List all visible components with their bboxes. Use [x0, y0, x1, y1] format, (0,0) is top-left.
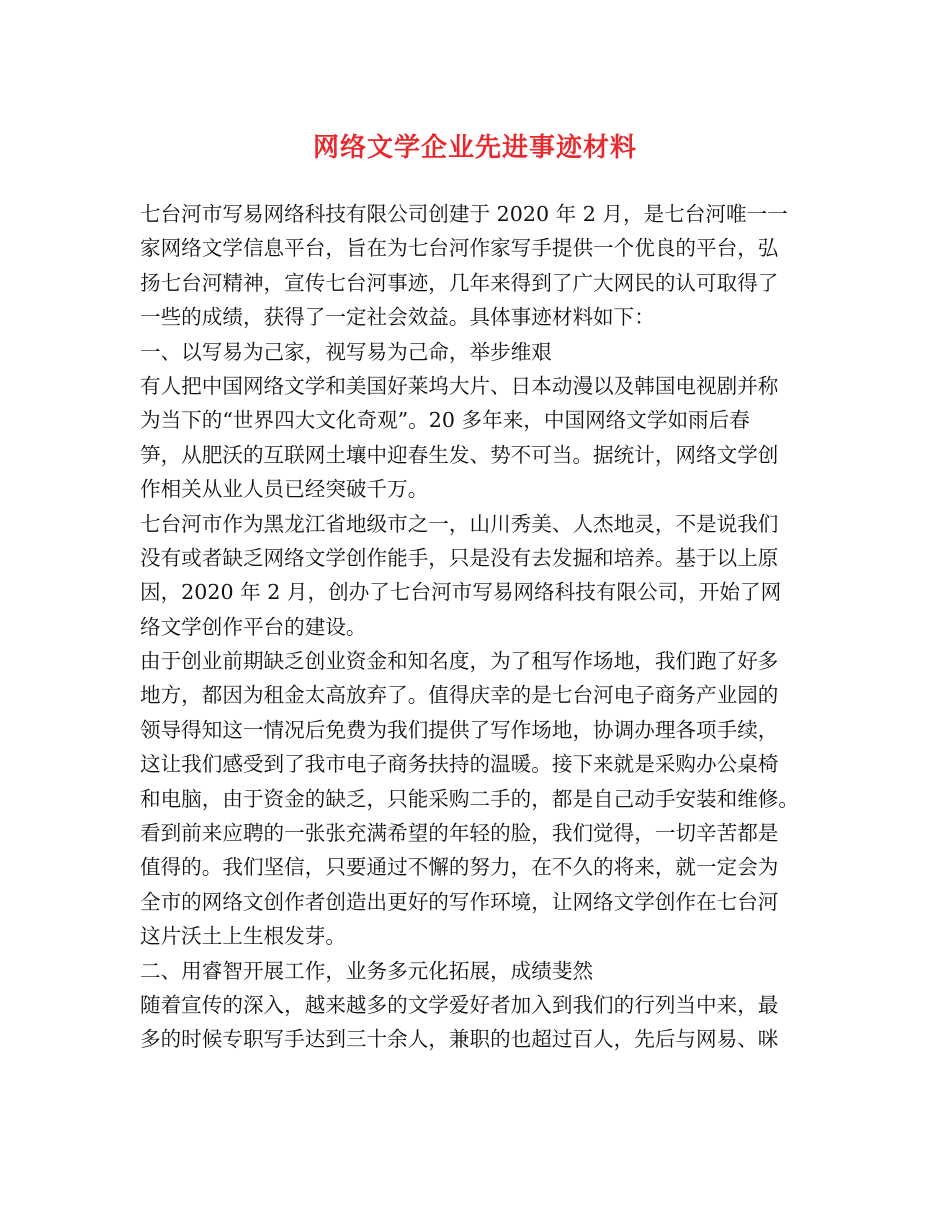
body-line: 和电脑，由于资金的缺乏，只能采购二手的，都是自己动手安装和维修。	[140, 786, 799, 811]
body-line: 因，2020 年 2 月，创办了七台河市写易网络科技有限公司，开始了网	[140, 580, 782, 605]
body-line: 全市的网络文创作者创造出更好的写作环境，让网络文学创作在七台河	[140, 889, 779, 914]
body-line: 扬七台河精神，宣传七台河事迹，几年来得到了广大网民的认可取得了	[140, 270, 779, 295]
section-heading-1: 一、以写易为己家，视写易为己命，举步维艰	[140, 339, 552, 364]
body-line: 多的时候专职写手达到三十余人，兼职的也超过百人，先后与网易、咪	[140, 1027, 779, 1052]
body-line: 作相关从业人员已经突破千万。	[140, 477, 429, 502]
body-line: 由于创业前期缺乏创业资金和知名度，为了租写作场地，我们跑了好多	[140, 649, 779, 674]
body-line: 家网络文学信息平台，旨在为七台河作家写手提供一个优良的平台，弘	[140, 236, 779, 261]
body-line: 络文学创作平台的建设。	[140, 614, 367, 639]
body-line: 领导得知这一情况后免费为我们提供了写作场地，协调办理各项手续，	[140, 717, 779, 742]
body-line: 这片沃土上生根发芽。	[140, 924, 346, 949]
document-body	[140, 197, 824, 1057]
body-line: 值得的。我们坚信，只要通过不懈的努力，在不久的将来，就一定会为	[140, 855, 779, 880]
body-line: 七台河市作为黑龙江省地级市之一，山川秀美、人杰地灵，不是说我们	[140, 511, 779, 536]
body-line: 笋，从肥沃的互联网土壤中迎春生发、势不可当。据统计，网络文学创	[140, 442, 779, 467]
body-line: 看到前来应聘的一张张充满希望的年轻的脸，我们觉得，一切辛苦都是	[140, 821, 779, 846]
document-title: 网络文学企业先进事迹材料	[312, 133, 637, 163]
body-line: 有人把中国网络文学和美国好莱坞大片、日本动漫以及韩国电视剧并称	[140, 373, 779, 398]
body-line: 地方，都因为租金太高放弃了。值得庆幸的是七台河电子商务产业园的	[140, 683, 779, 708]
section-heading-2: 二、用睿智开展工作，业务多元化拓展，成绩斐然	[140, 958, 594, 983]
body-line: 随着宣传的深入，越来越多的文学爱好者加入到我们的行列当中来，最	[140, 992, 779, 1017]
body-line: 为当下的“世界四大文化奇观”。20 多年来，中国网络文学如雨后春	[140, 408, 750, 433]
body-line: 这让我们感受到了我市电子商务扶持的温暖。接下来就是采购办公桌椅	[140, 752, 779, 777]
body-line: 一些的成绩，获得了一定社会效益。具体事迹材料如下：	[140, 305, 655, 330]
body-line: 七台河市写易网络科技有限公司创建于 2020 年 2 月，是七台河唯一一	[140, 202, 788, 226]
body-line: 没有或者缺乏网络文学创作能手，只是没有去发掘和培养。基于以上原	[140, 545, 779, 570]
